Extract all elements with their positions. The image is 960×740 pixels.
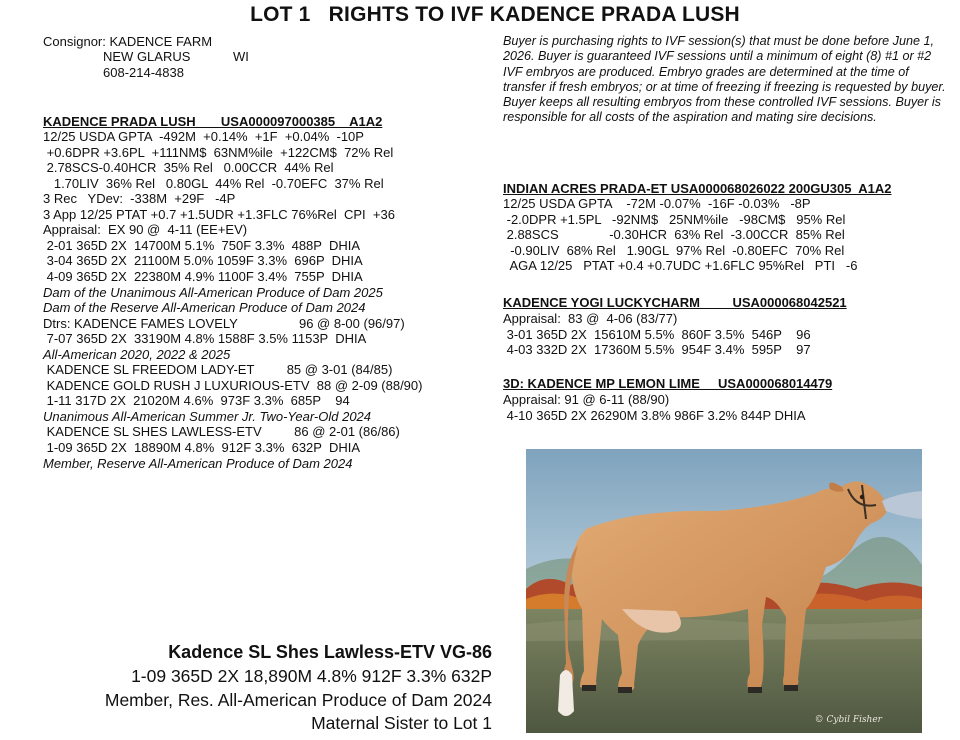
main-animal-header: KADENCE PRADA LUSH USA000097000385 A1A2 [43, 114, 383, 129]
main-animal-line: KADENCE SL FREEDOM LADY-ET 85 @ 3-01 (84/85) [43, 362, 393, 378]
main-animal-line: +0.6DPR +3.6PL +111NM$ 63NM%ile +122CM$ 72% Rel [43, 144, 394, 160]
dam-header: KADENCE YOGI LUCKYCHARM USA000068042521 [503, 295, 847, 310]
third-dam-line: Appraisal: 91 @ 6-11 (88/90) [503, 392, 670, 407]
sire-line: -2.0DPR +1.5PL -92NM$ 25NM%ile -98CM$ 95% Rel [503, 211, 846, 227]
sire-line: 2.88SCS -0.30HCR 63% Rel -3.00CCR 85% Rel [503, 227, 845, 242]
main-animal-line: Dtrs: KADENCE FAMES LOVELY 96 @ 8-00 (96/97) [43, 315, 405, 331]
dam-line: 4-03 332D 2X 17360M 5.5% 954F 3.4% 595P 97 [503, 342, 811, 357]
caption-name: Kadence SL Shes Lawless-ETV VG-86 [168, 642, 492, 662]
main-animal-line: 3 App 12/25 PTAT +0.7 +1.5UDR +1.3FLC 76%Rel CPI +36 [43, 206, 395, 222]
main-animal-line: 3-04 365D 2X 21100M 5.0% 1059F 3.3% 696P DHIA [43, 253, 363, 269]
consignor-phone: 608-214-4838 [103, 65, 184, 80]
main-animal-line: Member, Reserve All-American Produce of Dam 2024 [43, 455, 353, 471]
caption-honor: Member, Res. All-American Produce of Dam 2024 [104, 690, 492, 710]
dam-line: 3-01 365D 2X 15610M 5.5% 860F 3.5% 546P 96 [503, 326, 811, 342]
sire-line: 12/25 USDA GPTA -72M -0.07% -16F -0.03% -8P [503, 196, 811, 211]
main-animal-line: KADENCE SL SHES LAWLESS-ETV 86 @ 2-01 (86/86) [43, 424, 400, 440]
lot-title: LOT 1 RIGHTS TO IVF KADENCE PRADA LUSH [250, 3, 740, 26]
main-animal-line: 1-11 317D 2X 21020M 4.6% 973F 3.3% 685P 94 [43, 393, 350, 409]
cow-photo [526, 449, 922, 733]
main-animal-line: 1-09 365D 2X 18890M 4.8% 912F 3.3% 632P DHIA [43, 440, 361, 455]
consignor-name: Consignor: KADENCE FARM [43, 34, 213, 49]
caption-relation: Maternal Sister to Lot 1 [311, 713, 492, 733]
main-animal-line: 1.70LIV 36% Rel 0.80GL 44% Rel -0.70EFC 37% Rel [43, 175, 384, 191]
main-animal-line: KADENCE GOLD RUSH J LUXURIOUS-ETV 88 @ 2-09 (88/90) [43, 377, 423, 393]
dam-line: Appraisal: 83 @ 4-06 (83/77) [503, 311, 678, 326]
main-animal-line: 4-09 365D 2X 22380M 4.9% 1100F 3.4% 755P DHIA [43, 268, 363, 284]
main-animal-line: 12/25 USDA GPTA -492M +0.14% +1F +0.04% -10P [43, 129, 364, 144]
third-dam-line: 4-10 365D 2X 26290M 3.8% 986F 3.2% 844P DHIA [503, 407, 806, 423]
sale-terms: Buyer is purchasing rights to IVF session(s) that must be done before June 1, 2026. Buyer is guaranteed IVF sessions until a minimum of eight (8) #1 or #2 IVF embryos are produced. Embryo grades are determined at the time of transfer if fresh embryos; or at time of freezing if freezing is requested by buyer. Buyer keeps all resulting embryos from these controlled IVF sessions. Buyer is responsible for all costs of the aspiration and mating sire decisions. [503, 34, 946, 125]
main-animal-line: Dam of the Unanimous All-American Produce of Dam 2025 [43, 284, 383, 300]
main-animal-line: 7-07 365D 2X 33190M 4.8% 1588F 3.5% 1153P DHIA [43, 331, 367, 347]
main-animal-line: 3 Rec YDev: -338M +29F -4P [43, 191, 236, 207]
main-animal-line: All-American 2020, 2022 & 2025 [43, 346, 231, 362]
main-animal-line: 2-01 365D 2X 14700M 5.1% 750F 3.3% 488P DHIA [43, 237, 361, 253]
caption-record: 1-09 365D 2X 18,890M 4.8% 912F 3.3% 632P [131, 666, 492, 686]
sire-line: -0.90LIV 68% Rel 1.90GL 97% Rel -0.80EFC 70% Rel [503, 242, 845, 258]
photographer-watermark: © Cybil Fisher [814, 715, 882, 725]
sire-header: INDIAN ACRES PRADA-ET USA000068026022 200GU305 A1A2 [503, 181, 892, 196]
sire-line: AGA 12/25 PTAT +0.4 +0.7UDC +1.6FLC 95%Rel PTI -6 [503, 258, 858, 273]
third-dam-header: 3D: KADENCE MP LEMON LIME USA000068014479 [503, 376, 833, 391]
main-animal-line: Unanimous All-American Summer Jr. Two-Year-Old 2024 [43, 408, 372, 424]
main-animal-line: Appraisal: EX 90 @ 4-11 (EE+EV) [43, 222, 248, 238]
main-animal-line: Dam of the Reserve All-American Produce of Dam 2024 [43, 300, 366, 316]
consignor-state: WI [233, 49, 249, 64]
main-animal-line: 2.78SCS-0.40HCR 35% Rel 0.00CCR 44% Rel [43, 160, 334, 176]
consignor-city: NEW GLARUS [103, 49, 191, 64]
